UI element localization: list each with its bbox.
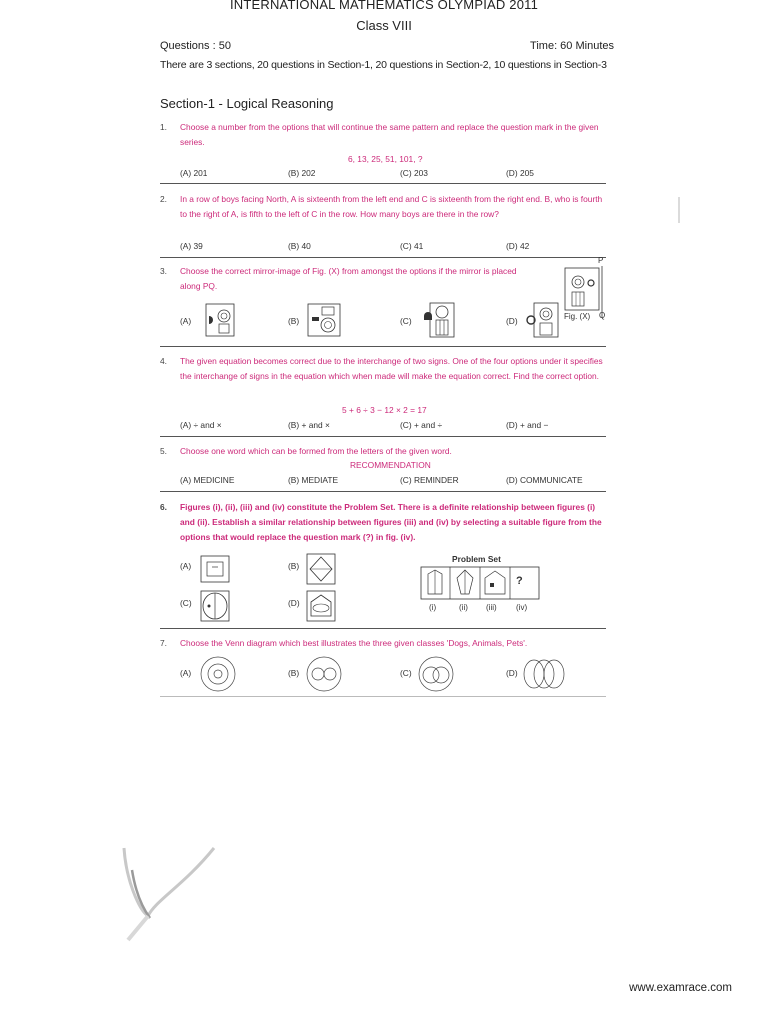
option-d[interactable]: (D) 42 bbox=[506, 241, 530, 251]
question-1 bbox=[160, 120, 606, 150]
option-a[interactable]: (A) ÷ and × bbox=[180, 420, 222, 430]
option-a[interactable]: (A) 201 bbox=[180, 168, 208, 178]
scan-mark-line bbox=[676, 195, 682, 225]
option-c[interactable]: (C) REMINDER bbox=[400, 475, 459, 485]
question-text: In a row of boys facing North, A is sixteenth from the left end and C is sixteenth from the right end. B, who is fourth to the right of A, is fifth to the left of C in the row. How many boys are there in the row? bbox=[180, 194, 603, 219]
question-text: Choose the correct mirror-image of Fig. (X) from amongst the options if the mirror is placed along PQ. bbox=[180, 266, 517, 291]
venn-option-b-figure bbox=[304, 654, 344, 694]
divider bbox=[160, 257, 606, 258]
venn-option-d-figure bbox=[520, 656, 568, 692]
mirror-option-d-figure bbox=[524, 302, 560, 338]
question-mark: ? bbox=[516, 575, 523, 587]
problem-label-iv: (iv) bbox=[516, 603, 528, 612]
watermark-shape bbox=[114, 840, 224, 950]
question-4 bbox=[160, 354, 606, 384]
pattern-option-b-figure bbox=[306, 553, 336, 585]
question-number: 1. bbox=[160, 122, 167, 132]
problem-set-title: Problem Set bbox=[452, 554, 501, 564]
option-c[interactable]: (C) 41 bbox=[400, 241, 424, 251]
mirror-option-b-figure bbox=[306, 303, 344, 337]
divider bbox=[160, 183, 606, 184]
option-c[interactable]: (C) bbox=[400, 668, 412, 678]
divider bbox=[160, 628, 606, 629]
mirror-point-q: Q bbox=[599, 311, 606, 320]
option-a[interactable]: (A) bbox=[180, 316, 192, 326]
question-text: Choose a number from the options that will continue the same pattern and replace the question mark in the given series. bbox=[180, 122, 599, 147]
option-d[interactable]: (D) bbox=[506, 668, 518, 678]
question-3 bbox=[160, 264, 532, 294]
figure-x-label: Fig. (X) bbox=[564, 312, 591, 321]
divider bbox=[160, 346, 606, 347]
problem-label-iii: (iii) bbox=[486, 603, 497, 612]
question-6 bbox=[160, 500, 606, 545]
option-d[interactable]: (D) 205 bbox=[506, 168, 534, 178]
option-b[interactable]: (B) 202 bbox=[288, 168, 316, 178]
section-title: Section-1 - Logical Reasoning bbox=[160, 96, 334, 111]
problem-label-i: (i) bbox=[429, 603, 437, 612]
given-word: RECOMMENDATION bbox=[350, 460, 431, 470]
mirror-point-p: P bbox=[598, 256, 604, 265]
mirror-option-a-figure bbox=[200, 303, 238, 337]
option-d[interactable]: (D) COMMUNICATE bbox=[506, 475, 583, 485]
question-text: The given equation becomes correct due to the interchange of two signs. One of the four options under it specifies the interchange of signs in the equation which when made will make the equation correct. Find the correct option. bbox=[180, 356, 603, 381]
equation: 5 + 6 ÷ 3 − 12 × 2 = 17 bbox=[342, 405, 427, 415]
divider bbox=[160, 436, 606, 437]
footer-url[interactable]: www.examrace.com bbox=[629, 982, 732, 994]
pattern-option-a-figure bbox=[200, 555, 230, 583]
question-text: Figures (i), (ii), (iii) and (iv) constitute the Problem Set. There is a definite relationship between figures (i) and (ii). Establish a similar relationship between figures (iii) and (iv) by selecting a suitable figure from the options that would replace the question mark (?) in fig. (iv). bbox=[180, 502, 602, 542]
option-a[interactable]: (A) 39 bbox=[180, 241, 203, 251]
option-d[interactable]: (D) bbox=[288, 598, 300, 608]
class-label: Class VIII bbox=[356, 18, 412, 33]
pattern-option-c-figure bbox=[200, 590, 230, 622]
sections-note: There are 3 sections, 20 questions in Section-1, 20 questions in Section-2, 10 questions in Section-3 bbox=[160, 59, 607, 71]
question-number: 4. bbox=[160, 356, 167, 366]
time-limit: Time: 60 Minutes bbox=[530, 40, 614, 52]
option-c[interactable]: (C) bbox=[400, 316, 412, 326]
question-5 bbox=[160, 444, 606, 459]
divider bbox=[160, 696, 606, 697]
question-number: 7. bbox=[160, 638, 167, 648]
question-number: 5. bbox=[160, 446, 167, 456]
option-b[interactable]: (B) 40 bbox=[288, 241, 311, 251]
question-text: Choose the Venn diagram which best illustrates the three given classes 'Dogs, Animals, Pets'. bbox=[180, 638, 528, 648]
option-c[interactable]: (C) + and ÷ bbox=[400, 420, 443, 430]
question-number: 3. bbox=[160, 266, 167, 276]
option-b[interactable]: (B) bbox=[288, 668, 300, 678]
option-a[interactable]: (A) bbox=[180, 668, 192, 678]
question-7 bbox=[160, 636, 606, 651]
option-d[interactable]: (D) bbox=[506, 316, 518, 326]
option-b[interactable]: (B) + and × bbox=[288, 420, 330, 430]
option-b[interactable]: (B) MEDIATE bbox=[288, 475, 339, 485]
questions-count: Questions : 50 bbox=[160, 40, 231, 52]
number-series: 6, 13, 25, 51, 101, ? bbox=[348, 154, 423, 164]
mirror-option-c-figure bbox=[420, 302, 456, 338]
option-c[interactable]: (C) bbox=[180, 598, 192, 608]
option-b[interactable]: (B) bbox=[288, 316, 300, 326]
option-d[interactable]: (D) + and − bbox=[506, 420, 549, 430]
pattern-option-d-figure bbox=[306, 590, 336, 622]
question-number: 6. bbox=[160, 502, 167, 512]
option-c[interactable]: (C) 203 bbox=[400, 168, 428, 178]
venn-option-c-figure bbox=[416, 654, 456, 694]
question-2 bbox=[160, 192, 606, 222]
option-a[interactable]: (A) MEDICINE bbox=[180, 475, 235, 485]
question-text: Choose one word which can be formed from the letters of the given word. bbox=[180, 446, 452, 456]
divider bbox=[160, 491, 606, 492]
problem-label-ii: (ii) bbox=[459, 603, 468, 612]
venn-option-a-figure bbox=[198, 654, 238, 694]
question-number: 2. bbox=[160, 194, 167, 204]
option-b[interactable]: (B) bbox=[288, 561, 300, 571]
option-a[interactable]: (A) bbox=[180, 561, 192, 571]
exam-title: INTERNATIONAL MATHEMATICS OLYMPIAD 2011 bbox=[229, 0, 539, 12]
